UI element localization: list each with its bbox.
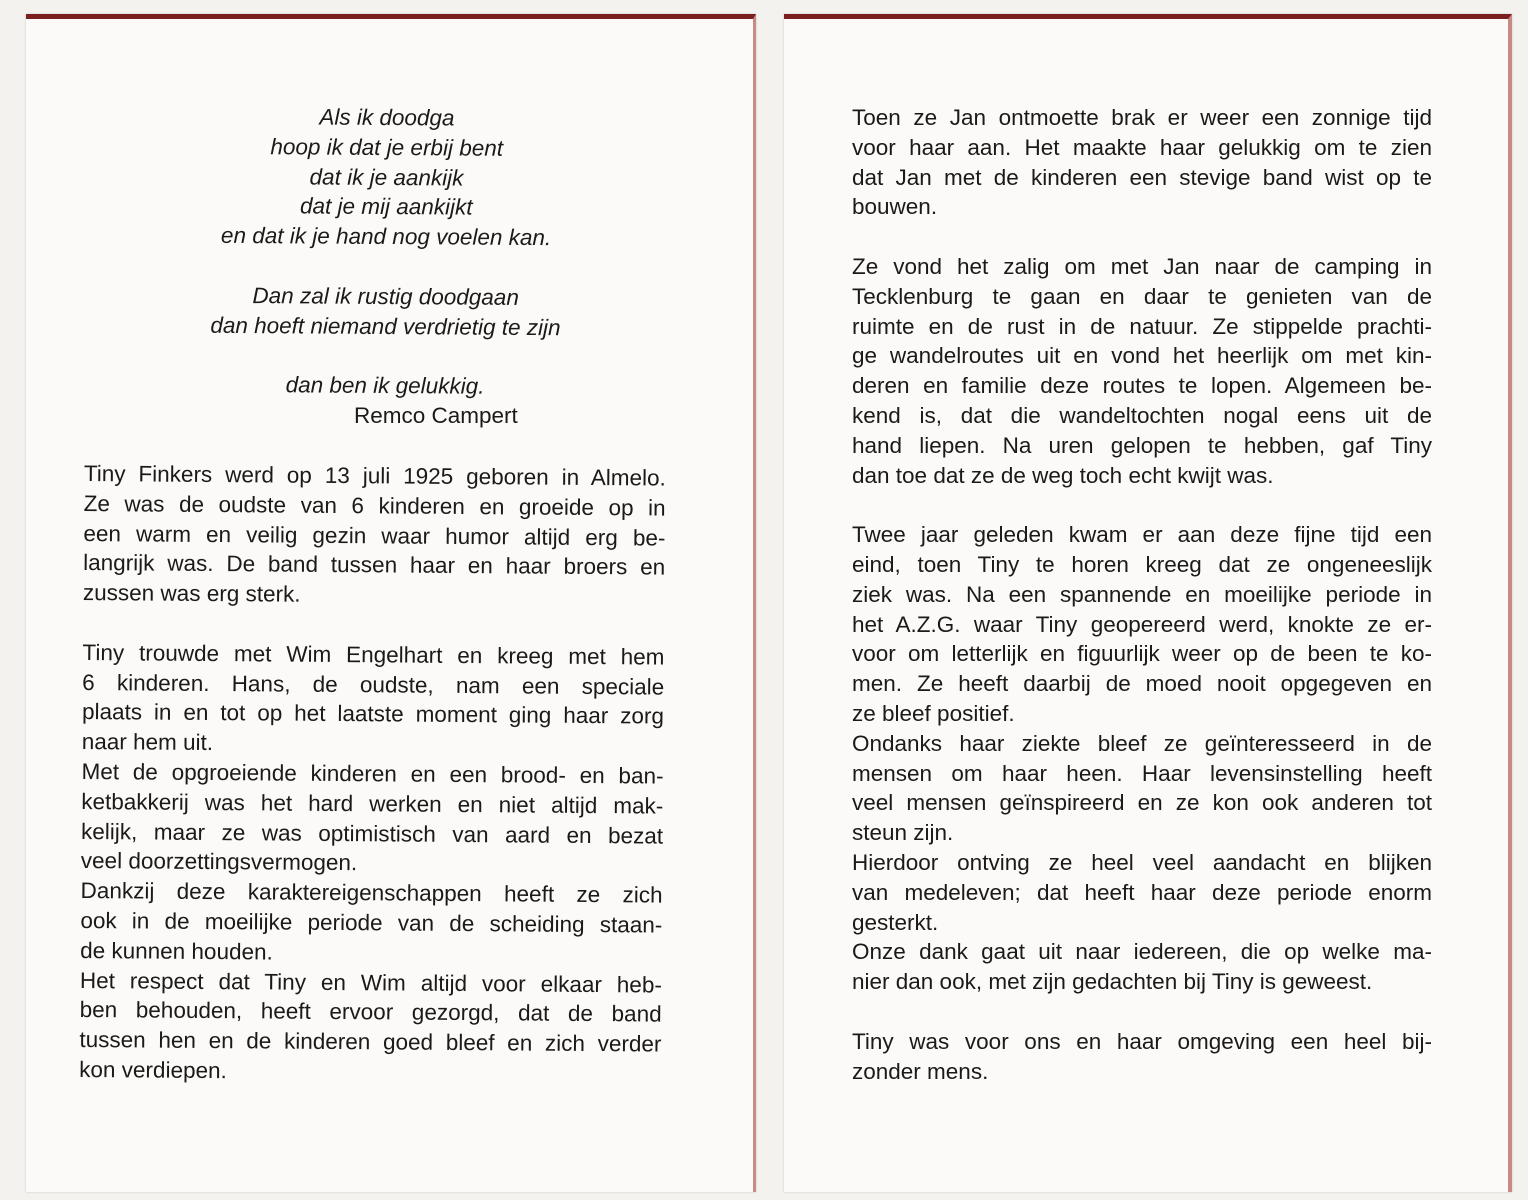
- right-body-text: [852, 103, 1432, 1086]
- right-card: [784, 14, 1512, 1192]
- text-line: Ondanks haar ziekte bleef ze geïnteresseerd in de: [852, 730, 1432, 756]
- text-line: Hierdoor ontving ze heel veel aandacht en blijken: [852, 849, 1432, 875]
- text-line: hand liepen. Na uren gelopen te hebben, gaf Tiny: [852, 432, 1432, 458]
- text-line: Twee jaar geleden kwam er aan deze fijne tijd een: [852, 522, 1432, 548]
- text-line: van medeleven; dat heeft haar deze periode enorm: [852, 879, 1432, 905]
- text-line: dan toe dat ze de weg toch echt kwijt was.: [852, 462, 1274, 488]
- text-line: Tiny Finkers werd op 13 juli 1925 geboren in Almelo.: [83, 460, 666, 491]
- text-line: Het respect dat Tiny en Wim altijd voor elkaar heb-: [79, 967, 662, 998]
- poem-line: dan hoeft niemand verdrietig te zijn: [210, 312, 561, 340]
- text-line: langrijk was. De band tussen haar en haar broers en: [83, 550, 666, 580]
- poem-line: en dat ik je hand nog voelen kan.: [220, 223, 552, 251]
- text-line: bouwen.: [852, 194, 938, 220]
- text-line: ge wandelroutes uit en vond het heerlijk om met kin-: [852, 343, 1432, 369]
- text-line: Tiny trouwde met Wim Engelhart en kreeg met hem: [82, 639, 665, 670]
- text-line: een warm en veilig gezin waar humor altijd erg be-: [83, 520, 666, 551]
- poem-line: Dan zal ik rustig doodgaan: [252, 282, 519, 310]
- text-line: Ze was de oudste van 6 kinderen en groeide op in: [83, 490, 666, 521]
- text-line: eind, toen Tiny te horen kreeg dat ze ongeneeslijk: [852, 551, 1432, 577]
- text-line: 6 kinderen. Hans, de oudste, nam een speciale: [82, 669, 665, 700]
- text-line: voor om letterlijk en figuurlijk weer op de been te ko-: [852, 641, 1432, 667]
- poem: [175, 102, 597, 403]
- text-line: kelijk, maar ze was optimistisch van aard en bezat: [80, 818, 664, 849]
- text-line: zussen was erg sterk.: [82, 580, 301, 607]
- text-line: ziek was. Na een spannende en moeilijke periode in: [852, 581, 1432, 607]
- text-line: kend is, dat die wandeltochten nogal eens uit de: [852, 402, 1432, 428]
- text-line: gesterkt.: [852, 909, 939, 935]
- text-line: plaats in en tot op het laatste moment ging haar zorg: [81, 699, 665, 729]
- text-line: Ze vond het zalig om met Jan naar de camping in: [852, 253, 1432, 279]
- text-line: ketbakkerij was het hard werken en niet altijd mak-: [81, 788, 664, 819]
- text-line: kon verdiepen.: [79, 1056, 227, 1084]
- poem-line: Als ik doodga: [319, 104, 455, 131]
- text-line: tussen hen en de kinderen goed bleef en zich verder: [79, 1027, 662, 1057]
- text-line: ook in de moeilijke periode van de scheiding staan-: [80, 907, 663, 938]
- text-line: dat Jan met de kinderen een stevige band wist op te: [852, 164, 1432, 190]
- text-line: men. Ze heeft daarbij de moed nooit opgegeven en: [852, 671, 1432, 697]
- text-line: Tecklenburg te gaan en daar te genieten van de: [852, 283, 1432, 309]
- text-line: nier dan ook, met zijn gedachten bij Tiny is geweest.: [852, 969, 1373, 995]
- text-line: Toen ze Jan ontmoette brak er weer een zonnige tijd: [852, 105, 1432, 130]
- text-line: Onze dank gaat uit naar iedereen, die op welke ma-: [852, 939, 1432, 965]
- text-line: de kunnen houden.: [80, 937, 273, 965]
- text-line: ze bleef positief.: [852, 700, 1015, 726]
- poem-line: dat je mij aankijkt: [299, 193, 473, 220]
- text-line: Tiny was voor ons en haar omgeving een heel bij-: [852, 1028, 1432, 1054]
- poem-author: Remco Campert: [354, 403, 518, 428]
- text-line: Dankzij deze karaktereigenschappen heeft ze zich: [80, 878, 663, 908]
- text-line: het A.Z.G. waar Tiny geopereerd werd, knokte ze er-: [852, 611, 1432, 637]
- text-line: Met de opgroeiende kinderen en een brood- en ban-: [81, 758, 664, 789]
- poem-line: dan ben ik gelukkig.: [285, 372, 485, 399]
- poem-line: dat ik je aankijk: [309, 164, 464, 191]
- left-card: [26, 14, 756, 1192]
- text-line: veel doorzettingsvermogen.: [80, 848, 358, 876]
- text-line: deren en familie deze routes te lopen. Algemeen be-: [852, 373, 1432, 399]
- text-line: voor haar aan. Het maakte haar gelukkig om te zien: [852, 134, 1432, 160]
- text-line: mensen om haar heen. Haar levensinstelling heeft: [852, 760, 1432, 786]
- text-line: ben behouden, heeft ervoor gezorgd, dat de band: [79, 997, 662, 1027]
- left-body-text: [79, 459, 666, 1089]
- text-line: naar hem uit.: [81, 729, 214, 756]
- text-line: zonder mens.: [852, 1058, 989, 1084]
- text-line: steun zijn.: [852, 820, 954, 846]
- poem-line: hoop ik dat je erbij bent: [270, 133, 504, 161]
- text-line: veel mensen geïnspireerd en ze kon ook anderen tot: [852, 790, 1432, 816]
- text-line: ruimte en de rust in de natuur. Ze stippelde prachti-: [852, 313, 1432, 339]
